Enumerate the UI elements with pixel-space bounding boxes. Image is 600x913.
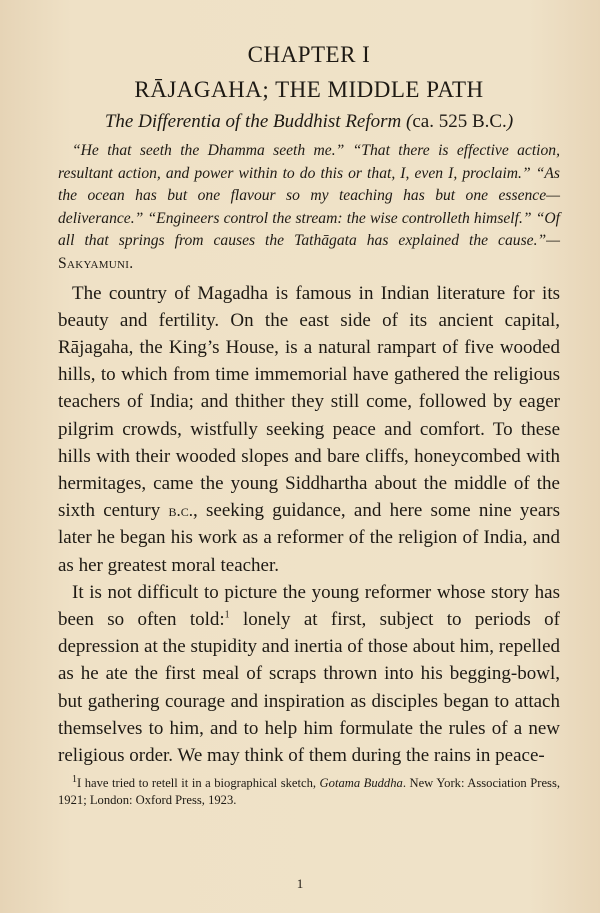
body-paragraph-2 (58, 579, 560, 769)
footnote-book-title: Gotama Buddha (319, 776, 403, 791)
subtitle-main: The Differentia of the Buddhist Reform ( (104, 111, 413, 132)
epigraph-text: “He that seeth the Dhamma seeth me.” “That there is effective action, resultant action, and power within to do this or that, I, even I, proclaim.” “As the ocean has but one flavour so my teaching has but one essence—deliverance.” “Engineers control the stream: the wise controlleth himself.” “Of all that springs from causes the Tathāgata has explained the cause.”— (58, 142, 560, 250)
epigraph (58, 140, 560, 276)
chapter-subtitle (58, 111, 560, 133)
paragraph-2-text-b: lonely at first, subject to periods of depression at the stupidity and inertia of those about him, repelled as he ate the first meal of scraps thrown into his begging-bowl, but gathering courage and inspiration as disciples began to attach themselves to him, and to help him formulate the rules of a new religious order. We may think of them during the rains in peace- (58, 609, 560, 767)
subtitle-close: ) (506, 111, 514, 132)
paragraph-1-text-a: The country of Magadha is famous in Indian literature for its beauty and fertility. On the east side of its ancient capital, Rājagaha, the King’s House, is a natural rampart of five wooded hills, to which from time immemorial have gathered the religious teachers of India; and thither they still come, followed by eager pilgrim crowds, wistfully seeking peace and comfort. To these hills with their wooded slopes and bare cliffs, honeycombed with hermitages, came the young Siddhartha about the middle of the sixth century (58, 282, 560, 522)
paragraph-1-bc: b.c. (168, 501, 193, 521)
chapter-number: CHAPTER I (247, 42, 371, 67)
chapter-title: RĀJAGAHA; THE MIDDLE PATH (134, 77, 484, 102)
footnote-text-b: . New York: Association Press, 1921; London: Oxford Press, 1923. (58, 776, 560, 808)
page-number: 1 (296, 876, 304, 891)
footnote-mark: 1 (72, 774, 77, 786)
paragraph-1-text-b: , seeking guidance, and here some nine years later he began his work as a reformer of the religion of India, and as her greatest moral teacher. (58, 500, 560, 576)
footnote (58, 775, 560, 809)
footnote-reference: 1 (224, 609, 230, 621)
subtitle-date: ca. 525 B.C. (412, 111, 507, 132)
body-paragraph-1 (58, 280, 560, 579)
epigraph-author: Sakyamuni. (58, 254, 134, 272)
footnote-text-a: I have tried to retell it in a biographical sketch, (77, 776, 320, 791)
paragraph-2-text-a: It is not difficult to picture the young reformer whose story has been so often told: (58, 581, 560, 630)
